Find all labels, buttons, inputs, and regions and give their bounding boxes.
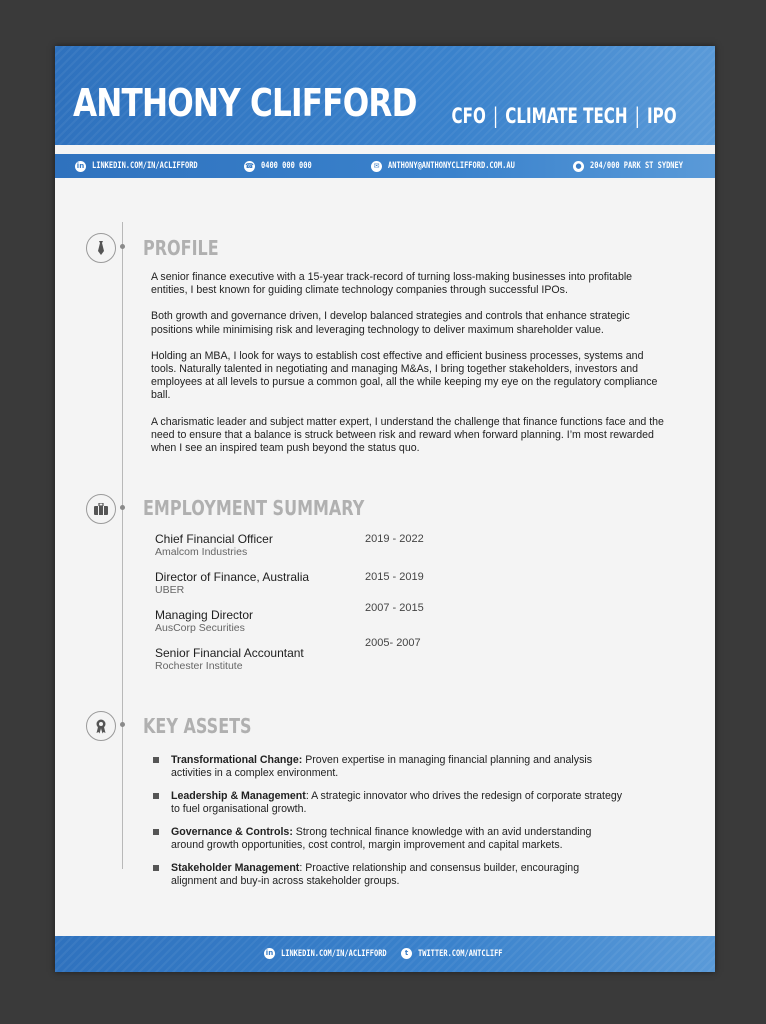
- tagline-industry: CLIMATE TECH: [505, 104, 628, 128]
- profile-paragraph: A charismatic leader and subject matter expert, I understand the challenge that finance functions face and the need to ensure that a balance is struck between risk and reward when forward planning. I’m most rewarded when I see an inspired team push beyond the status quo.: [151, 415, 664, 455]
- footer-twitter[interactable]: [401, 948, 526, 959]
- tie-icon: [86, 233, 116, 263]
- list-item: [153, 790, 623, 816]
- contact-bar: [55, 154, 715, 178]
- asset-label: Leadership & Management: [171, 790, 306, 802]
- profile-paragraph: A senior finance executive with a 15-year track-record of turning loss-making businesses into profitable entities, I best known for guiding climate technology companies through successful IPOs.: [151, 271, 633, 297]
- linkedin-icon: in: [76, 161, 85, 170]
- contact-phone-text: 0400 000 000: [261, 161, 312, 171]
- contact-phone[interactable]: [244, 159, 326, 173]
- list-item: [155, 637, 575, 684]
- header-banner: [55, 46, 715, 145]
- footer-linkedin-text: LINKEDIN.COM/IN/ACLIFFORD: [281, 948, 387, 959]
- briefcase-icon: [86, 494, 116, 524]
- job-organisation: UBER: [155, 584, 185, 596]
- timeline-dot: [120, 505, 125, 510]
- profile-paragraph: Holding an MBA, I look for ways to establish cost effective and efficient business processes, systems and tools. Naturally talented in negotiating and managing M&As, I bring together stakeholders, investors and employees at all levels to pursue a common goal, all the while keeping my eye on the regulatory compliance ball.: [151, 349, 658, 402]
- section-title-employment: EMPLOYMENT SUMMARY: [143, 496, 365, 520]
- job-organisation: Amalcom Industries: [155, 546, 248, 558]
- bullet-square: [153, 865, 159, 871]
- resume-page: [55, 46, 715, 972]
- contact-location-text: 204/000 PARK ST SYDNEY: [590, 161, 683, 171]
- location-icon: ●: [573, 161, 584, 172]
- asset-text: Proven expertise in managing financial planning and analysis activities in a complex environment.: [171, 754, 593, 779]
- tagline-role: CFO: [451, 104, 487, 128]
- footer-linkedin[interactable]: [264, 948, 416, 959]
- phone-icon: ☎: [245, 161, 254, 170]
- contact-location: [573, 159, 709, 173]
- profile-text: [151, 271, 671, 468]
- section-title-assets: KEY ASSETS: [143, 714, 252, 738]
- asset-label: Governance & Controls:: [171, 826, 293, 838]
- asset-label: Stakeholder Management: [171, 862, 300, 874]
- candidate-name: ANTHONY CLIFFORD: [73, 81, 417, 125]
- award-icon: [86, 711, 116, 741]
- footer-twitter-text: TWITTER.COM/ANTCLIFF: [418, 948, 503, 959]
- profile-paragraph: Both growth and governance driven, I develop balanced strategies and controls that enhance strategic positions while minimising risk and leveraging technology to deliver maximum shareholder value.: [151, 310, 630, 336]
- assets-list: [153, 754, 623, 898]
- tagline-focus: IPO: [647, 104, 677, 128]
- job-title: Chief Financial Officer: [155, 532, 273, 546]
- email-icon: ✉: [371, 161, 382, 172]
- job-dates: 2019 - 2022: [365, 533, 424, 545]
- job-dates: 2005- 2007: [365, 637, 421, 649]
- job-organisation: AusCorp Securities: [155, 622, 245, 634]
- job-dates: 2007 - 2015: [365, 602, 424, 614]
- job-title: Director of Finance, Australia: [155, 570, 310, 584]
- twitter-icon: t: [401, 948, 412, 959]
- asset-text: : Proactive relationship and consensus builder, encouraging alignment and buy-in across stakeholder groups.: [171, 862, 580, 887]
- asset-text: : A strategic innovator who drives the redesign of corporate strategy to fuel organisational growth.: [171, 790, 623, 815]
- list-item: [153, 826, 623, 852]
- job-organisation: Rochester Institute: [155, 660, 243, 672]
- bullet-square: [153, 793, 159, 799]
- employment-list: [155, 532, 575, 684]
- contact-linkedin[interactable]: [75, 159, 227, 173]
- tagline-separator: |: [493, 104, 499, 128]
- job-title: Managing Director: [155, 608, 254, 622]
- section-title-profile: PROFILE: [143, 236, 219, 260]
- timeline-dot: [120, 722, 125, 727]
- tagline: [452, 106, 677, 127]
- list-item: [155, 532, 575, 570]
- timeline-line: [122, 222, 123, 869]
- asset-label: Transformational Change:: [171, 754, 303, 766]
- contact-linkedin-text: LINKEDIN.COM/IN/ACLIFFORD: [92, 161, 198, 171]
- asset-text: Strong technical finance knowledge with an avid understanding around growth opportunities, cost control, margin improvement and capital markets.: [171, 826, 592, 851]
- bullet-square: [153, 829, 159, 835]
- bullet-square: [153, 757, 159, 763]
- tagline-separator: |: [635, 104, 641, 128]
- timeline-dot: [120, 244, 125, 249]
- job-dates: 2015 - 2019: [365, 571, 424, 583]
- footer-banner: [55, 936, 715, 972]
- job-title: Senior Financial Accountant: [155, 646, 304, 660]
- list-item: [153, 754, 623, 780]
- contact-email[interactable]: [371, 159, 551, 173]
- contact-email-text: ANTHONY@ANTHONYCLIFFORD.COM.AU: [388, 161, 515, 171]
- linkedin-icon: in: [265, 949, 274, 957]
- list-item: [153, 862, 623, 888]
